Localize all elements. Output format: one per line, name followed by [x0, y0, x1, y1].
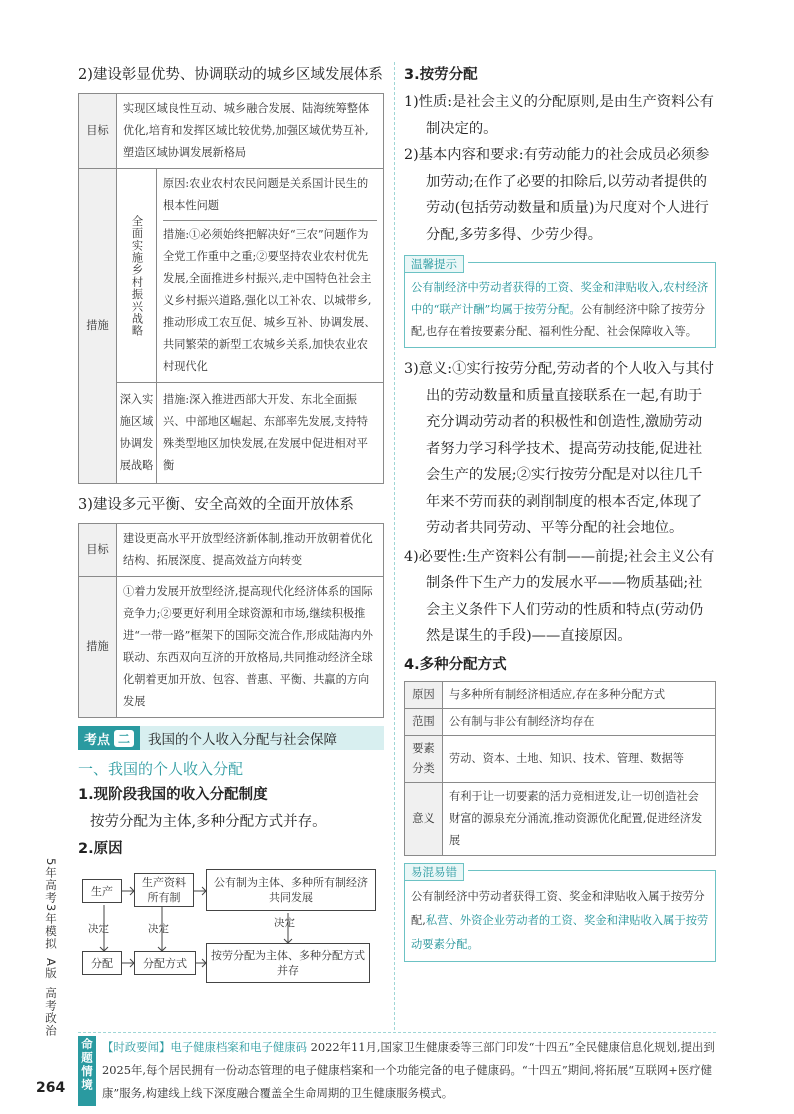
bottom-tag-label: 命题情境 [80, 1038, 94, 1092]
kaodian-number: 二 [114, 730, 134, 747]
kaodian-label: 考点 [84, 732, 111, 748]
rural-measures: 措施:①必须始终把解决好“三农”问题作为全党工作重中之重;②要坚持农业农村优先发展,全面推进乡村振兴,走中国特色社会主义乡村振兴道路,强化以工补农、以城带乡,推动形成工农互促、城乡互补、协调发展、共同繁荣的新型工农城乡关系,加快农业农村现代化 [163, 228, 376, 373]
dist-label-2: 要素分类 [405, 735, 443, 782]
regional-strategy-label: 深入实施区域协调发展战略 [119, 393, 154, 472]
dist-text-2: 劳动、资本、土地、知识、技术、管理、数据等 [443, 735, 716, 782]
point-1-title: 1.现阶段我国的收入分配制度 [78, 787, 268, 803]
point-2-title: 2.原因 [78, 841, 123, 857]
table2-measures-text: ①着力发展开放型经济,提高现代化经济体系的国际竞争力;②要更好利用全球资源和市场,继续积极推进“一带一路”框架下的国际交流合作,形成陆海内外联动、东西双向互济的开放格局,共同推动经济全球化朝着更加开放、包容、普惠、平衡、共赢的方向发展 [117, 577, 384, 718]
bottom-context-box [78, 1036, 718, 1106]
right-item-3: 3)意义:①实行按劳分配,劳动者的个人收入与其付出的劳动数量和质量直接联系在一起,有助于充分调动劳动者的积极性和创造性,激励劳动者努力学习科学技术、提高劳动技能,促进社会生产的发展;②实行按劳分配是对以往几千年来不劳而获的剥削制度的根本否定,体现了劳动者共同劳动、平等分配的社会地位。 [404, 361, 714, 536]
dist-text-3: 有利于让一切要素的活力竞相迸发,让一切创造社会财富的源泉充分涌流,推动资源优化配置,促进经济发展 [443, 782, 716, 855]
rural-reason: 原因:农业农村农民问题是关系国计民生的根本性问题 [163, 173, 377, 221]
right-item-2: 2)基本内容和要求:有劳动能力的社会成员必须参加劳动;在作了必要的扣除后,以劳动者提供的劳动(包括劳动数量和质量)为尺度对个人进行分配,多劳多得、少劳少得。 [404, 147, 710, 243]
tip-warm-rest: 公有制经济中除了按劳分配,也存在着按要素分配、福利性分配、社会保障收入等。 [411, 303, 705, 338]
heading-3: 3)建设多元平衡、安全高效的全面开放体系 [78, 497, 354, 513]
table-regional-text: 措施:深入推进西部大开发、东北全面振兴、中部地区崛起、东部率先发展,支持特殊类型地区加快发展,在发展中促进相对平衡 [157, 383, 384, 484]
node-gongyou: 公有制为主体、多种所有制经济共同发展 [206, 869, 376, 911]
kaodian-bar [78, 726, 384, 750]
tip-tag-confuse-label: 易混易错 [404, 863, 464, 881]
table-label-goal: 目标 [79, 94, 117, 169]
heading-2: 2)建设彰显优势、协调联动的城乡区域发展体系 [78, 67, 383, 83]
right-item-4: 4)必要性:生产资料公有制——前提;社会主义公有制条件下生产力的发展水平——物质基础;社会主义条件下人们劳动的性质和特点(劳动仍然是谋生的手段)——直接原因。 [404, 548, 715, 644]
tip-box-confuse [404, 864, 716, 962]
node-ziliao: 生产资料所有制 [134, 873, 194, 907]
tip-tag-warm-label: 温馨提示 [404, 255, 464, 273]
table-label-measures: 措施 [79, 169, 117, 484]
bottom-separator [78, 1032, 716, 1033]
dist-label-1: 范围 [405, 708, 443, 735]
side-edition: A版 [44, 957, 58, 980]
dist-label-3: 意义 [405, 782, 443, 855]
right-column [404, 62, 716, 970]
node-fangshi: 分配方式 [134, 951, 196, 975]
tip-confuse-text [411, 885, 709, 957]
bottom-text [102, 1036, 716, 1105]
right-title-4: 4.多种分配方式 [404, 656, 507, 673]
table2-label-measures: 措施 [79, 577, 117, 718]
table-urban-rural [78, 93, 384, 484]
table-open-system [78, 523, 384, 718]
section-title: 一、我国的个人收入分配 [78, 760, 244, 778]
tip-confuse-highlight: 私营、外资企业劳动者的工资、奖金和津贴收入属于按劳动要素分配。 [411, 913, 709, 951]
side-label [40, 858, 62, 1037]
node-shengchan: 生产 [82, 879, 122, 903]
left-column [78, 62, 384, 1025]
dist-text-1: 公有制与非公有制经济均存在 [443, 708, 716, 735]
table-sub-regional [117, 383, 157, 484]
table-goal-text: 实现区域良性互动、城乡融合发展、陆海统筹整体优化,培育和发挥区域比较优势,加强区域优势互补,塑造区域协调发展新格局 [117, 94, 384, 169]
side-book-title: 5年高考3年模拟 [44, 858, 58, 950]
side-subject: 高考政治 [44, 987, 58, 1038]
dist-text-0: 与多种所有制经济相适应,存在多种分配方式 [443, 681, 716, 708]
kaodian-tag [78, 726, 140, 750]
point-1-text: 按劳分配为主体,多种分配方式并存。 [90, 814, 327, 830]
kaodian-title: 我国的个人收入分配与社会保障 [140, 726, 384, 750]
page-number: 264 [36, 1080, 66, 1096]
dist-label-0: 原因 [405, 681, 443, 708]
table-sub-rural [117, 169, 157, 383]
bottom-body: 2022年11月,国家卫生健康委等三部门印发“十四五”全民健康信息化规划,提出到2025年,每个居民拥有一份动态管理的电子健康档案和一个功能完备的电子健康码。“十四五”期间,将拓展“互联网+医疗健康”服务,构建线上线下深度融合覆盖全生命周期的卫生健康服务模式。 [102, 1040, 715, 1100]
right-item-1: 1)性质:是社会主义的分配原则,是由生产资料公有制决定的。 [404, 94, 714, 137]
tip-tag-warm [404, 253, 468, 273]
label-jueding-2: 决定 [148, 923, 169, 935]
table2-goal-text: 建设更高水平开放型经济新体制,推动开放朝着优化结构、拓展深度、提高效益方向转变 [117, 524, 384, 577]
table2-label-goal: 目标 [79, 524, 117, 577]
cause-diagram [78, 865, 384, 1025]
tip-warm-highlight: 公有制经济中劳动者获得的工资、奖金和津贴收入,农村经济中的“联产计酬”均属于按劳分配。 [411, 281, 709, 316]
bottom-title: 【时政要闻】电子健康档案和电子健康码 [102, 1040, 308, 1054]
rural-strategy-label: 全面实施乡村振兴战略 [130, 214, 144, 337]
tip-box-warm [404, 257, 716, 348]
right-title-3: 3.按劳分配 [404, 67, 478, 83]
label-jueding-3: 决定 [274, 917, 295, 929]
table-distribution [404, 681, 716, 856]
tip-tag-confuse [404, 861, 468, 881]
node-anlao: 按劳分配为主体、多种分配方式并存 [206, 943, 370, 983]
node-fenpei: 分配 [82, 951, 122, 975]
column-divider [394, 62, 395, 1030]
tip-confuse-a: 公有制经济中劳动者获得工资、奖金和津贴收入属于按劳分配, [411, 889, 705, 927]
tip-warm-text [411, 277, 709, 343]
bottom-tag [78, 1036, 96, 1106]
label-jueding-1: 决定 [88, 923, 109, 935]
table-rural-text [157, 169, 384, 383]
